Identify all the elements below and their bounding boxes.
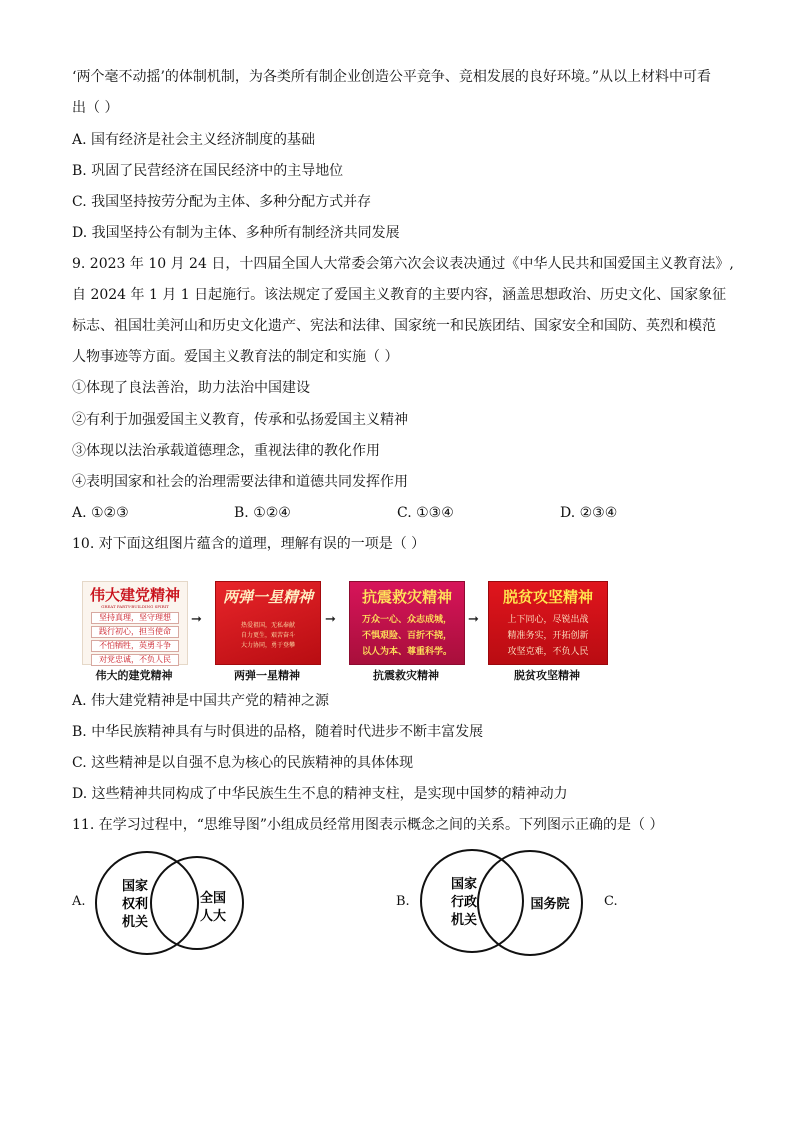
panel-two-bombs-one-satellite (215, 581, 321, 665)
panel-3-line: 万众一心、众志成城， (361, 615, 452, 625)
venn-a-right-label: 人大 (199, 909, 227, 924)
q8-option-d: D. 我国坚持公有制为主体、多种所有制经济共同发展 (72, 225, 400, 241)
venn-b-left-label: 行政 (450, 895, 478, 910)
panel-1-caption: 伟大的建党精神 (95, 669, 173, 682)
panel-1-lines (91, 612, 179, 666)
q9-choice-b: B. ①②④ (234, 505, 291, 521)
arrow-icon: ➞ (191, 612, 202, 627)
venn-a-left-label: 国家 (121, 879, 149, 894)
q10-option-a: A. 伟大建党精神是中国共产党的精神之源 (72, 693, 330, 709)
arrow-icon: ➞ (325, 612, 336, 627)
q8-option-c: C. 我国坚持按劳分配为主体、多种分配方式并存 (72, 194, 372, 210)
venn-diagram-b (420, 848, 590, 958)
q9-statement-2: ②有利于加强爱国主义教育，传承和弘扬爱国主义精神 (72, 412, 408, 428)
panel-2-line: 自力更生，艰苦奋斗 (240, 632, 295, 639)
panel-1-title: 伟大建党精神 (89, 586, 180, 604)
panel-1-line: 对党忠诚，不负人民 (91, 654, 179, 666)
arrow-icon: ➞ (468, 612, 479, 627)
q11-option-a-label: A. (72, 894, 86, 909)
panel-4-title: 脱贫攻坚精神 (502, 588, 593, 606)
q9-choice-a: A. ①②③ (72, 505, 129, 521)
venn-a-left-label: 机关 (121, 915, 149, 930)
panel-1-line: 坚持真理，坚守理想 (91, 612, 179, 624)
panel-1-line: 不怕牺牲，英勇斗争 (91, 640, 179, 652)
panel-earthquake-relief (349, 581, 465, 665)
panel-3-title: 抗震救灾精神 (361, 588, 452, 606)
panel-2-caption: 两弹一星精神 (234, 669, 300, 682)
q11-option-b-label: B. (396, 894, 410, 909)
q11-option-c-label: C. (604, 894, 618, 909)
panel-2-title: 两弹一星精神 (222, 588, 313, 606)
venn-a-left-label: 权利 (121, 897, 149, 912)
panel-1-line: 践行初心，担当使命 (91, 626, 179, 638)
panel-3-line: 以人为本、尊重科学。 (361, 647, 452, 657)
q9-stem-line-2: 自 2024 年 1 月 1 日起施行。该法规定了爱国主义教育的主要内容，涵盖思想政治、历史文化、国家象征 (72, 287, 727, 303)
q10-option-b: B. 中华民族精神具有与时俱进的品格，随着时代进步不断丰富发展 (72, 724, 484, 740)
q8-stem-line-2: 出（ ） (72, 100, 119, 116)
q9-statement-3: ③体现以法治承载道德理念，重视法律的教化作用 (72, 443, 380, 459)
panel-1-subtitle: GREAT PARTY-BUILDING SPIRIT (101, 604, 169, 609)
panel-party-building-spirit (82, 581, 188, 665)
panel-4-line: 上下同心，尽锐出战 (507, 615, 589, 625)
q9-stem-line-4: 人物事迹等方面。爱国主义教育法的制定和实施（ ） (72, 349, 399, 365)
panel-3-line: 不惧艰险、百折不挠， (361, 631, 452, 641)
venn-a-right-label: 全国 (199, 891, 227, 906)
q11-stem: 11. 在学习过程中，“思维导图”小组成员经常用图表示概念之间的关系。下列图示正确的是（ ） (72, 817, 664, 833)
venn-b-left-label: 机关 (450, 913, 478, 928)
panel-2-line: 热爱祖国，无私奉献 (240, 622, 295, 629)
panel-poverty-alleviation (488, 581, 608, 665)
q9-choice-c: C. ①③④ (397, 505, 454, 521)
q8-option-a: A. 国有经济是社会主义经济制度的基础 (72, 132, 316, 148)
venn-b-right-label: 国务院 (530, 897, 570, 912)
venn-b-left-label: 国家 (450, 877, 478, 892)
panel-4-caption: 脱贫攻坚精神 (514, 669, 580, 682)
q10-option-d: D. 这些精神共同构成了中华民族生生不息的精神支柱，是实现中国梦的精神动力 (72, 786, 568, 802)
panel-4-line: 攻坚克难，不负人民 (507, 647, 589, 657)
q8-option-b: B. 巩固了民营经济在国民经济中的主导地位 (72, 163, 344, 179)
q9-stem-line-1: 9. 2023 年 10 月 24 日，十四届全国人大常委会第六次会议表决通过《中华人民共和国爱国主义教育法》, (72, 256, 734, 272)
q9-statement-4: ④表明国家和社会的治理需要法律和道德共同发挥作用 (72, 474, 408, 490)
venn-diagram-a (95, 848, 255, 958)
q9-choices (72, 503, 732, 523)
panel-2-line: 大力协同，勇于登攀 (240, 642, 295, 649)
q8-stem-line-1: ‘两个毫不动摇’的体制机制，为各类所有制企业创造公平竞争、竞相发展的良好环境。”从以上材料中可看 (72, 69, 712, 85)
q9-statement-1: ①体现了良法善治，助力法治中国建设 (72, 380, 310, 396)
q10-stem: 10. 对下面这组图片蕴含的道理，理解有误的一项是（ ） (72, 536, 426, 552)
panel-3-caption: 抗震救灾精神 (373, 669, 439, 682)
panel-4-line: 精准务实，开拓创新 (507, 631, 589, 641)
q9-stem-line-3: 标志、祖国壮美河山和历史文化遗产、宪法和法律、国家统一和民族团结、国家安全和国防、英烈和模范 (72, 318, 716, 334)
q10-option-c: C. 这些精神是以自强不息为核心的民族精神的具体体现 (72, 755, 414, 771)
q9-choice-d: D. ②③④ (560, 505, 618, 521)
